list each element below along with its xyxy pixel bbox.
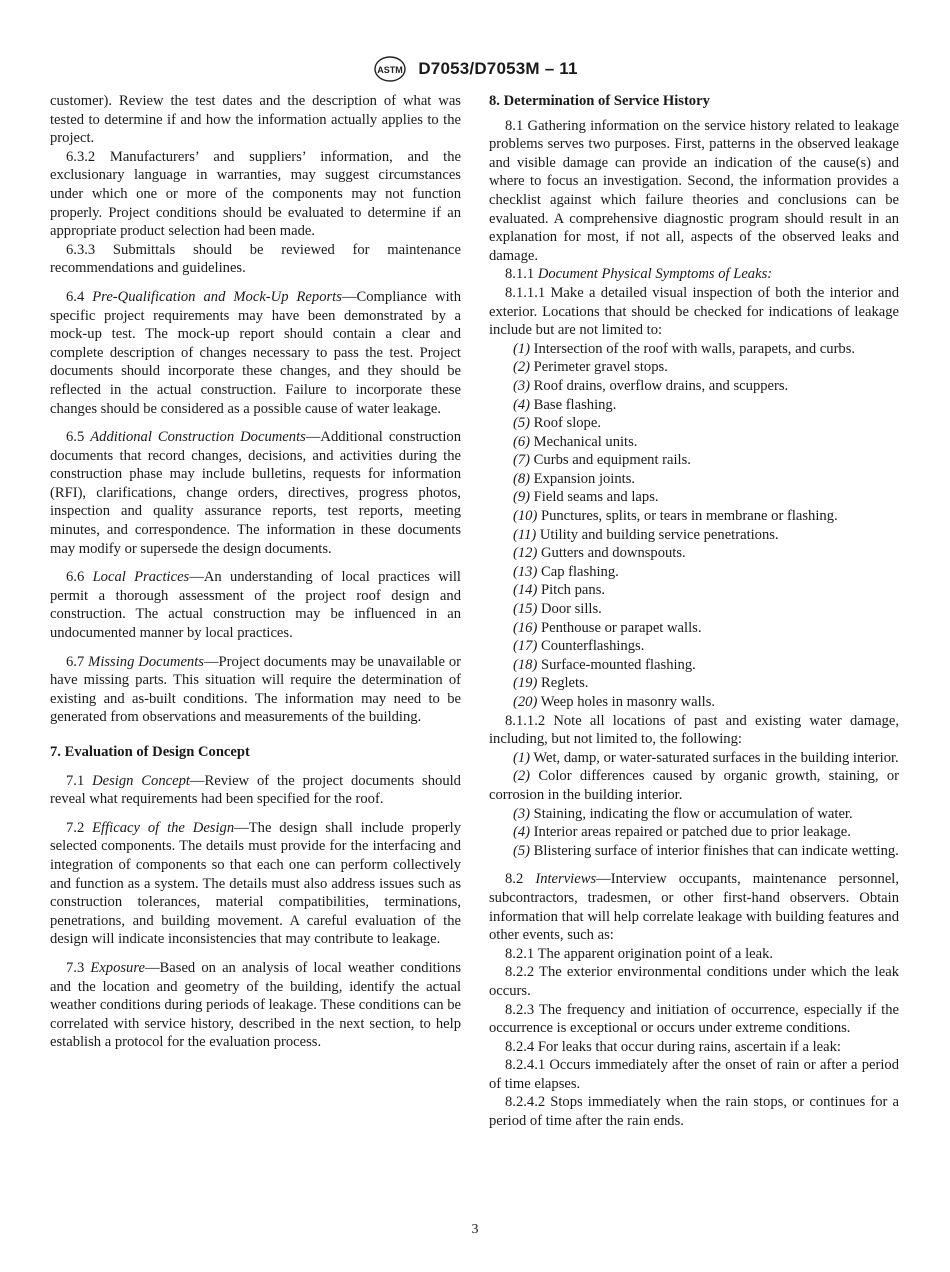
list-item: (13) Cap flashing.: [513, 563, 619, 580]
paragraph-8-1-1-1: 8.1.1.1 Make a detailed visual inspection of both the interior and exterior. Locations that should be checked for indications of leakage include but are not limited to:: [489, 284, 899, 339]
list-item: (11) Utility and building service penetrations.: [513, 526, 779, 543]
svg-text:ASTM: ASTM: [377, 65, 404, 75]
left-column: [50, 92, 461, 1052]
section-6-4: 6.4 Pre-Qualification and Mock-Up Reports—Compliance with specific project requirements may have been demonstrated by a mock-up test. The mock-up report should contain a clear and complete description of changes necessary to pass the test. Project documents should incorporate these changes, and they should be reflected in the actual construction. Failure to incorporate these changes should be considered as a possible cause of water leakage.: [50, 288, 461, 417]
paragraph-8-2-3: 8.2.3 The frequency and initiation of occurrence, especially if the occurrence is exceptional or occurs under extreme conditions.: [489, 1001, 899, 1037]
heading-section-7: 7. Evaluation of Design Concept: [50, 744, 250, 760]
list-item: (3) Roof drains, overflow drains, and scuppers.: [513, 377, 789, 394]
list-item: (19) Reglets.: [513, 675, 589, 692]
list-item: (2) Perimeter gravel stops.: [513, 359, 668, 376]
paragraph-8-2-4-2: 8.2.4.2 Stops immediately when the rain stops, or continues for a period of time after the rain ends.: [489, 1094, 899, 1130]
paragraph-8-2-4: 8.2.4 For leaks that occur during rains, ascertain if a leak:: [505, 1038, 841, 1055]
section-6-6: 6.6 Local Practices—An understanding of local practices will permit a thorough assessment of the project roof design and construction. The actual construction may be influenced in an undocumented manner by local practices.: [50, 569, 461, 642]
paragraph-6-3-2: 6.3.2 Manufacturers’ and suppliers’ information, and the exclusionary language in warranties, may suggest circumstances under which one or more of the components may not function properly. Project conditions should be evaluated to determine if an appropriate product selection had been made.: [50, 148, 461, 240]
water-damage-list: [489, 749, 899, 861]
paragraph-8-2-1: 8.2.1 The apparent origination point of a leak.: [505, 945, 774, 962]
list-item: (20) Weep holes in masonry walls.: [513, 694, 716, 710]
list-item: (9) Field seams and laps.: [513, 489, 659, 506]
list-item: (12) Gutters and downspouts.: [513, 545, 686, 562]
right-column: [489, 92, 899, 1131]
list-item: (3) Staining, indicating the flow or accumulation of water.: [513, 805, 853, 822]
paragraph-continued: customer). Review the test dates and the description of what was tested to determine if and how the information actually applies to the project.: [50, 93, 461, 147]
list-item: (1) Wet, damp, or water-saturated surfaces in the building interior.: [513, 749, 899, 766]
list-item: (14) Pitch pans.: [513, 582, 606, 599]
section-6-5: 6.5 Additional Construction Documents—Additional construction documents that record changes, decisions, and activities during the construction phase may include bulletins, requests for information (RFI), clarifications, change orders, directives, progress photos, inspection and quality assurance reports, test reports, meeting minutes, and correspondence. The information in these documents may modify or supersede the design documents.: [50, 429, 461, 557]
list-item: (10) Punctures, splits, or tears in membrane or flashing.: [513, 508, 838, 525]
paragraph-8-1-1-2: 8.1.1.2 Note all locations of past and existing water damage, including, but not limited to, the following:: [489, 712, 899, 748]
leak-location-list: [489, 340, 899, 712]
page-number: 3: [471, 1222, 479, 1237]
list-item: (8) Expansion joints.: [513, 470, 636, 487]
list-item: (5) Roof slope.: [513, 415, 601, 432]
paragraph-6-3-3: 6.3.3 Submittals should be reviewed for maintenance recommendations and guidelines.: [50, 241, 461, 277]
list-item: (16) Penthouse or parapet walls.: [513, 619, 702, 636]
list-item: (1) Intersection of the roof with walls, parapets, and curbs.: [513, 340, 856, 357]
list-item: (4) Base flashing.: [513, 396, 617, 413]
list-item: (18) Surface-mounted flashing.: [513, 656, 696, 673]
page-header: [0, 55, 950, 83]
paragraph-8-1: 8.1 Gathering information on the service history related to leakage problems serves two purposes. First, patterns in the observed leakage and visible damage can provide an indication of the cause(s) and where to focus an investigation. Second, the information provides a checklist against which failure theories and conclusions can be evaluated. A comprehensive diagnostic program should result in an explanation for most, if not all, aspects of the observed leaks and damage.: [489, 117, 899, 264]
list-item: (5) Blistering surface of interior finishes that can indicate wetting.: [513, 842, 899, 859]
heading-section-8: 8. Determination of Service History: [489, 93, 710, 109]
section-7-2: 7.2 Efficacy of the Design—The design shall include properly selected components. The details must provide for the interfacing and integration of components so that each one can perform collectively and function as a system. The details must also address issues such as construction tolerances, material compatibilities, terminations, penetrations, and building movement. A careful evaluation of the design will indicate inconsistencies that may contribute to leakage.: [50, 819, 462, 948]
section-7-3: 7.3 Exposure—Based on an analysis of local weather conditions and the location and geometry of the building, identify the actual weather conditions during periods of leakage. These conditions can be correlated with service history, described in the next section, to help establish a protocol for the evaluation process.: [50, 959, 462, 1051]
list-item: (2) Color differences caused by organic growth, staining, or corrosion in the building interior.: [489, 768, 899, 803]
section-6-7: 6.7 Missing Documents—Project documents may be unavailable or have missing parts. This situation will require the determination of existing and as-built conditions. The information may need to be generated from observations and measurements of the building.: [50, 653, 461, 726]
section-8-2: 8.2 Interviews—Interview occupants, maintenance personnel, subcontractors, tradesmen, or other first-hand observers. Obtain information that will help correlate leakage with building features and other events, such as:: [489, 871, 899, 944]
list-item: (4) Interior areas repaired or patched due to prior leakage.: [513, 824, 851, 841]
astm-logo-icon: [372, 55, 408, 83]
list-item: (17) Counterflashings.: [513, 638, 645, 655]
list-item: (7) Curbs and equipment rails.: [513, 452, 691, 469]
paragraph-8-2-4-1: 8.2.4.1 Occurs immediately after the onset of rain or after a period of time elapses.: [489, 1057, 899, 1092]
list-item: (6) Mechanical units.: [513, 433, 638, 450]
section-7-1: 7.1 Design Concept—Review of the project documents should reveal what requirements had been specified for the roof.: [50, 772, 461, 808]
standard-designation: D7053/D7053M – 11: [418, 59, 578, 78]
section-8-1-1: 8.1.1 Document Physical Symptoms of Leaks:: [505, 266, 773, 283]
paragraph-8-2-2: 8.2.2 The exterior environmental conditions under which the leak occurs.: [489, 964, 899, 999]
list-item: (15) Door sills.: [513, 601, 602, 618]
